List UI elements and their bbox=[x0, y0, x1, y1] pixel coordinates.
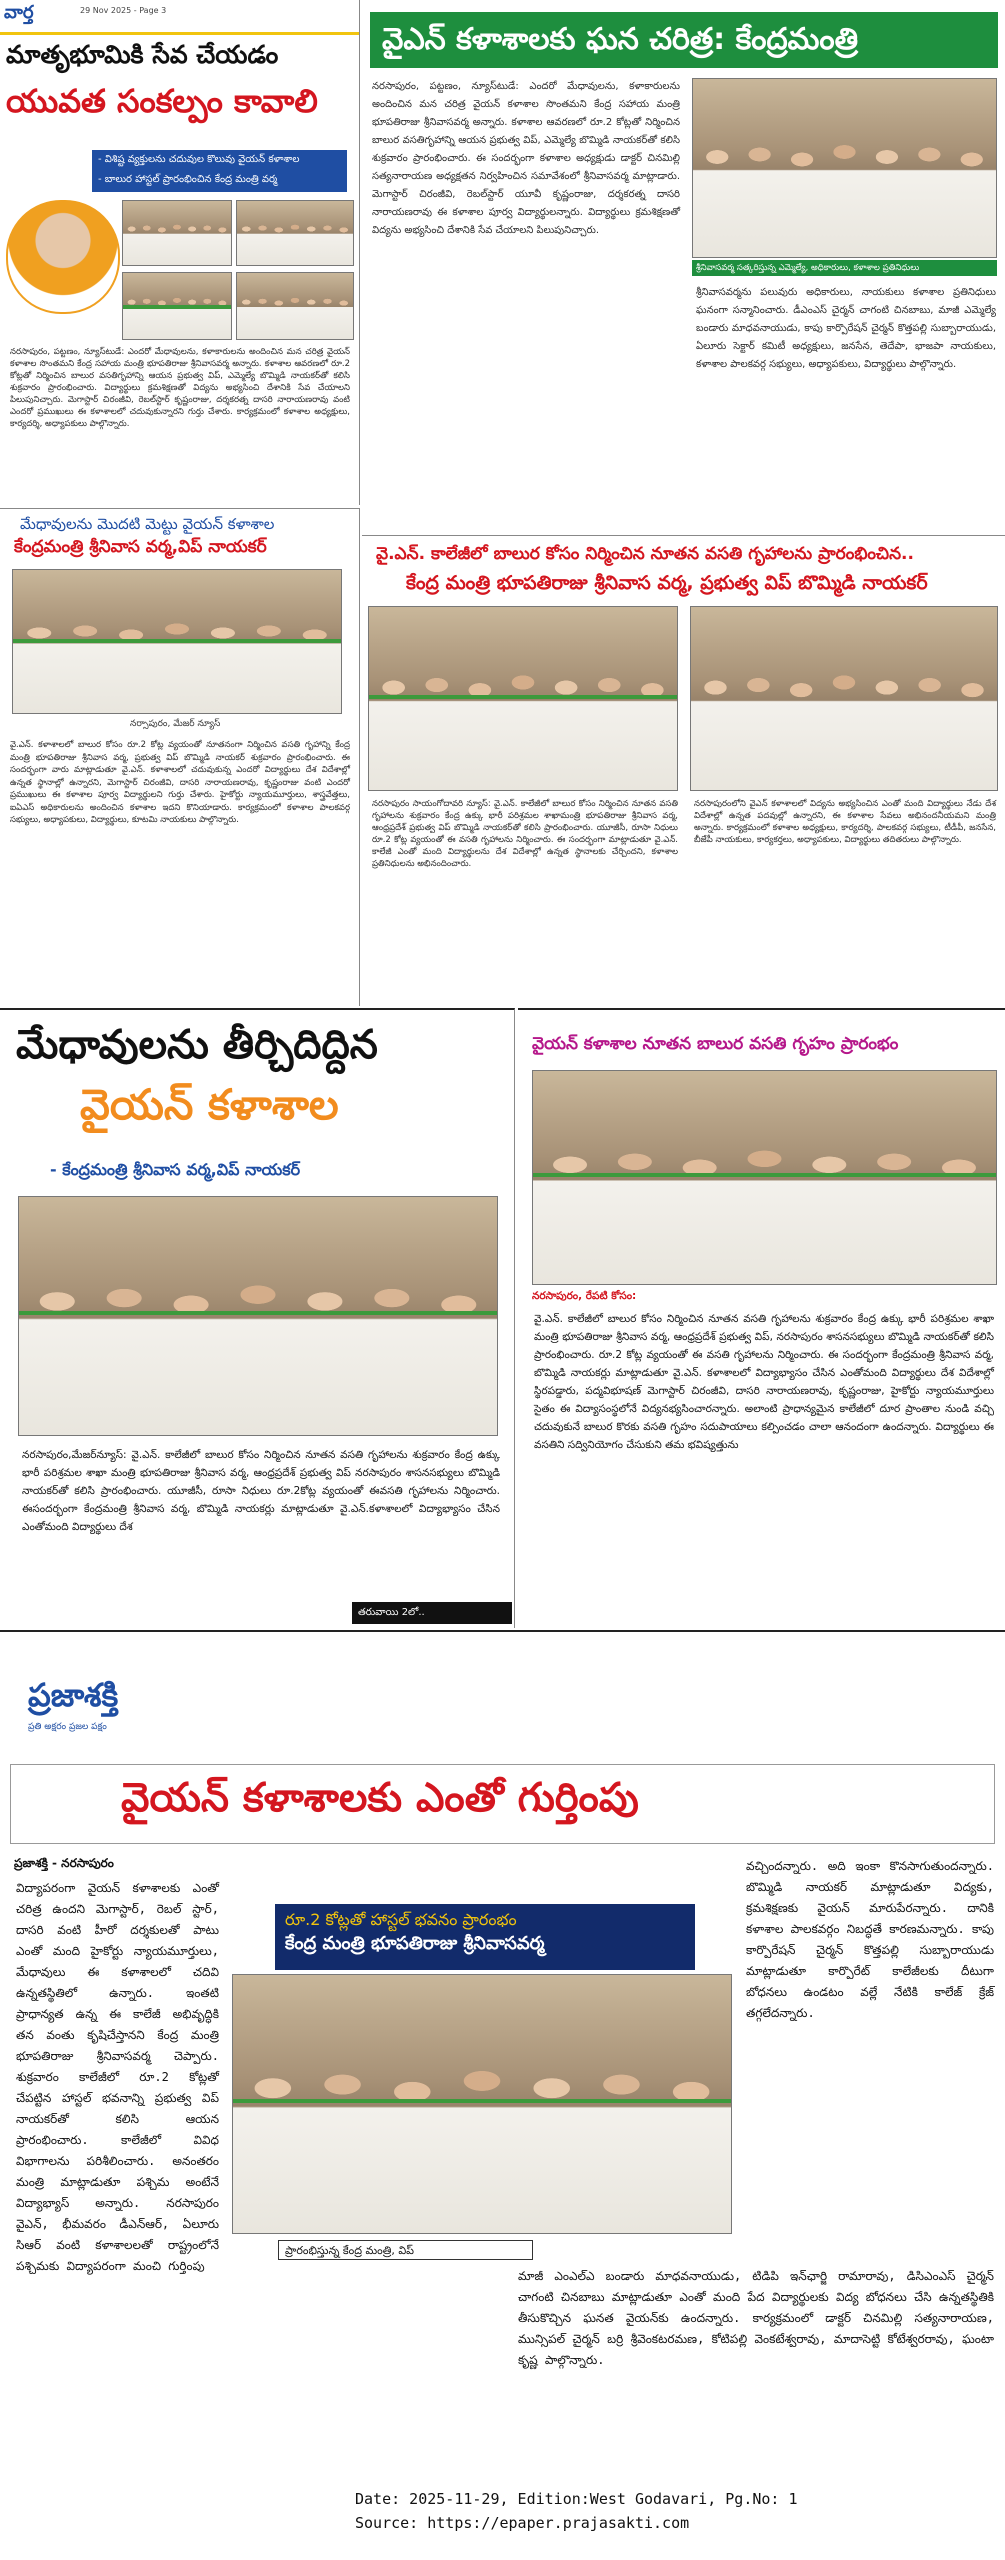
eenadu-body: నరసాపురం, పట్టణం, న్యూస్‌టుడే: ఎందరో మేధావులను, కళాకారులను అందించిన మన చరిత్ర వైయన్ కళాశాల సొంతమని కేంద్ర సహాయ మంత్రి భూపతిరాజు శ్రీనివాసవర్మ అన్నారు. కళాశాల ఆవరణలో రూ.2 కోట్లతో నిర్మించిన బాలుర వసతిగృహాన్ని ఆయన ప్రభుత్వ విప్, ఎమ్మెల్యే బొమ్మిడి నాయకర్‌తో కలిసి శుక్రవారం ప్రారంభించారు. ఈ సందర్భంగా కళాశాల అధ్యక్షుడు డాక్టర్ చినమిల్లి సత్యనారాయణ అధ్యక్షతన నిర్వహించిన సమావేశంలో శ్రీనివాసవర్మ మాట్లాడారు. మెగాస్టార్ చిరంజీవి, రెబల్‌స్టార్ యూవీ కృష్ణంరాజు, దర్శకరత్న దాసరి నారాయణరావు ఈ కళాశాల పూర్వ విద్యార్థులన్నారు. విద్యార్థులు క్రమశిక్షణతో విద్యను అభ్యసించి దేశానికి సేవ చేయాలని పిలుపునిచ్చారు. bbox=[372, 81, 680, 236]
prajasakti-headline: వైయన్ కళాశాలకు ఎంతో గుర్తింపు bbox=[121, 1775, 639, 1821]
vaartha-deck bbox=[92, 150, 347, 192]
vaartha-portrait bbox=[6, 200, 120, 314]
footer-line2: Source: https://epaper.prajasakti.com bbox=[355, 2514, 690, 2532]
eenadu-clip bbox=[362, 0, 1005, 535]
hostel-photo bbox=[532, 1070, 997, 1285]
footer-line1: Date: 2025-11-29, Edition:West Godavari, Pg.No: 1 bbox=[355, 2490, 798, 2508]
vaartha-headline: యువత సంకల్పం కావాలి bbox=[6, 82, 318, 120]
medhavulu-clip bbox=[0, 1008, 515, 1628]
prajasakti-col3: వచ్చిందన్నారు. అది ఇంకా కొనసాగుతుందన్నారు. బొమ్మిడి నాయకర్ మాట్లాడుతూ విద్యకు, క్రమశిక్షణకు వైయన్ మారుపేరన్నారు. దానికి కళాశాల పాలకవర్గం నిబద్ధతే కారణమన్నారు. కాపు కార్పొరేషన్ చైర్మన్ కొత్తపల్లి సుబ్బారాయుడు మాట్లాడుతూ కార్పొరేట్ కాలేజీలకు దీటుగా బోధనలు ఉండటం వల్లే నేటికి కాలేజ్ క్రేజ్ తగ్గలేదన్నారు. bbox=[746, 1859, 994, 2020]
andhra-headline2: కేంద్ర మంత్రి భూపతిరాజు శ్రీనివాస వర్మ, ప్రభుత్వ విప్ బొమ్మిడి నాయకర్ bbox=[406, 572, 928, 594]
vaartha-date: 29 Nov 2025 - Page 3 bbox=[80, 6, 167, 15]
vaartha-sub-title1: మేధావులను మొదటి మెట్టు వైయన్ కళాశాల bbox=[20, 515, 275, 533]
vaartha-sub-body: వై.ఎన్. కళాశాలలో బాలుర కోసం రూ.2 కోట్ల వ్యయంతో నూతనంగా నిర్మించిన వసతి గృహాన్ని కేంద్ర మంత్రి భూపతిరాజు శ్రీనివాస వర్మ, ప్రభుత్వ విప్ బొమ్మిడి నాయకర్ శుక్రవారం ప్రారంభించారు. ఈ సందర్భంగా వారు మాట్లాడుతూ వై.ఎన్. కళాశాలలో చదువుకున్న ఎందరో విద్యార్థులు దేశ విదేశాల్లో ఉన్నత స్థానాల్లో ఉన్నారని, మెగాస్టార్ చిరంజీవి, దాసరి నారాయణరావు, కృష్ణంరాజు వంటి ఎందరో ప్రముఖులు ఈ కళాశాల పూర్వ విద్యార్థులని గుర్తు చేశారు. హైకోర్టు న్యాయమూర్తులు, శాస్త్రవేత్తలు, ఐఏఎస్ అధికారులను అందించిన కళాశాల ఇదని కొనియాడారు. కార్యక్రమంలో కళాశాల పాలకవర్గ సభ్యులు, అధ్యాపకులు, విద్యార్థులు, కూటమి నాయకులు పాల్గొన్నారు. bbox=[10, 740, 350, 825]
prajasakti-clip bbox=[0, 1630, 1005, 2560]
medhavulu-headline2: వైయన్ కళాశాల bbox=[80, 1080, 339, 1129]
medhavulu-body: నరసాపురం,మేజర్‌న్యూస్: వై.ఎన్. కాలేజీలో బాలుర కోసం నిర్మించిన నూతన వసతి గృహాలను శుక్రవారం కేంద్ర ఉక్కు భారీ పరిశ్రమల శాఖా మంత్రి భూపతిరాజు శ్రీనివాస వర్మ, ఆంధ్రప్రదేశ్ ప్రభుత్వ విప్ నరసాపురం శాసనసభ్యులు బొమ్మిడి నాయకర్‌తో కలిసి ప్రారంభించారు. యూజీసీ, రూసా నిధులు రూ.2కోట్ల వ్యయంతో ఈవసతి గృహాలను నిర్మించారు. ఈసందర్భంగా కేంద్రమంత్రి శ్రీనివాస వర్మ, బొమ్మిడి నాయకర్లు మాట్లాడుతూ వై.ఎన్.కళాశాలలో విద్యాభ్యాసం చేసిన ఎంతోమంది విద్యార్థులు దేశ bbox=[22, 1449, 500, 1533]
vaartha-body: నరసాపురం, పట్టణం, న్యూస్‌టుడే: ఎందరో మేధావులను, కళాకారులను అందించిన మన చరిత్ర వైయన్ కళాశాల సొంతమని కేంద్ర సహాయ మంత్రి భూపతిరాజు శ్రీనివాసవర్మ అన్నారు. కళాశాల ఆవరణలో రూ.2 కోట్లతో నిర్మించిన బాలుర వసతిగృహాన్ని ఆయన ప్రభుత్వ విప్, ఎమ్మెల్యే బొమ్మిడి నాయకర్‌తో కలిసి శుక్రవారం ప్రారంభించారు. విద్యార్థులు క్రమశిక్షణతో విద్యను అభ్యసించి దేశానికి సేవ చేయాలని పిలుపునిచ్చారు. మెగాస్టార్ చిరంజీవి, రెబల్‌స్టార్ కృష్ణంరాజు, దర్శకరత్న దాసరి నారాయణరావు వంటి ఎందరో ప్రముఖులు ఈ కళాశాలలో చదువుకున్నారని గుర్తు చేశారు. కార్యక్రమంలో కళాశాల అధ్యక్షులు, కార్యదర్శి, అధ్యాపకులు పాల్గొన్నారు. bbox=[10, 347, 350, 429]
medhavulu-subline: - కేంద్రమంత్రి శ్రీనివాస వర్మ,విప్ నాయకర్ bbox=[50, 1160, 301, 1179]
vaartha-sub-photo bbox=[12, 569, 342, 714]
hostel-dateline: నరసాపురం, రేపటి కోసం: bbox=[532, 1290, 637, 1302]
prajasakti-box-line1: రూ.2 కోట్లతో హాస్టల్ భవనం ప్రారంభం bbox=[285, 1910, 517, 1929]
prajasakti-photo bbox=[232, 1974, 732, 2234]
andhra-photo-1 bbox=[368, 606, 678, 791]
vaartha-sub-clip bbox=[0, 508, 360, 1006]
vaartha-sub-title2: కేంద్రమంత్రి శ్రీనివాస వర్మ,విప్ నాయకర్ bbox=[14, 537, 267, 557]
vaartha-deck-line1: - విశిష్ట వ్యక్తులను చదువుల కొలువు వైయన్ కళాశాల bbox=[98, 154, 300, 165]
medhavulu-photo bbox=[18, 1196, 498, 1436]
vaartha-clip bbox=[0, 0, 360, 505]
andhra-body2: నరసాపురంలోని వైఎన్ కళాశాలలో విద్యను అభ్యసించిన ఎంతో మంది విద్యార్థులు నేడు దేశ విదేశాల్లో ఉన్నత పదవుల్లో ఉన్నారని, ఈ కళాశాల సేవలు అభినందనీయమని మంత్రి అన్నారు. కార్యక్రమంలో కళాశాల అధ్యక్షులు, కార్యదర్శి, పాలకవర్గ సభ్యులు, టీడీపీ, జనసేన, బీజేపీ నాయకులు, కార్యకర్తలు, అధ్యాపకులు, విద్యార్థులు తదితరులు పాల్గొన్నారు. bbox=[694, 799, 996, 845]
vaartha-masthead bbox=[4, 2, 64, 34]
prajasakti-logo: ప్రజాశక్తి bbox=[28, 1676, 119, 1714]
vaartha-logo: వార్త bbox=[4, 2, 34, 23]
hostel-headline: వైయన్ కళాశాల నూతన బాలుర వసతి గృహం ప్రారంభం bbox=[532, 1034, 899, 1054]
prajasakti-caption: ప్రారంభిస్తున్న కేంద్ర మంత్రి, విప్ bbox=[278, 2240, 533, 2260]
prajasakti-masthead bbox=[28, 1676, 268, 1734]
vaartha-kicker: మాతృభూమికి సేవ చేయడం bbox=[6, 40, 279, 69]
hostel-clip bbox=[518, 1008, 1005, 1628]
prajasakti-tagline: ప్రతి అక్షరం ప్రజల పక్షం bbox=[28, 1722, 107, 1732]
hostel-body: వై.ఎన్. కాలేజీలో బాలుర కోసం నిర్మించిన నూతన వసతి గృహాలను శుక్రవారం కేంద్ర ఉక్కు భారీ పరిశ్రమల శాఖా మంత్రి భూపతిరాజు శ్రీనివాస వర్మ, ఆంధ్రప్రదేశ్ ప్రభుత్వ విప్, నరసాపురం శాసనసభ్యులు బొమ్మిడి నాయకర్‌తో కలిసి ప్రారంభించారు. రూ.2 కోట్ల వ్యయంతో ఈ వసతి గృహాలను నిర్మించారు. ఈ సందర్భంగా కేంద్రమంత్రి శ్రీనివాస వర్మ, బొమ్మిడి నాయకర్లు మాట్లాడుతూ వై.ఎన్. కళాశాలలో విద్యాభ్యాసం చేసిన ఎంతోమంది విద్యార్థులు దేశ విదేశాల్లో స్థిరపడ్డారు, పద్మవిభూషణ్ మెగాస్టార్ చిరంజీవి, దాసరి నారాయణరావు, కృష్ణంరాజు, హైకోర్టు న్యాయమూర్తులు సైతం ఈ విద్యాసంస్థలోనే విద్యనభ్యసించారన్నారు. అలాంటి ప్రాధాన్యమైన కాలేజీలో దూర ప్రాంతాల నుండి వచ్చి చదువుకునే బాలుర కొరకు వసతి గృహం సదుపాయాలు కల్పించడం చాలా ఆనందంగా ఉందన్నారు. విద్యార్థులు ఈ వసతిని సద్వినియోగం చేసుకుని తమ భవిష్యత్తును bbox=[534, 1313, 994, 1451]
vaartha-photo-3 bbox=[122, 272, 232, 340]
andhra-photo-2 bbox=[690, 606, 998, 791]
andhra-body: నరసాపురం సాయంగోదావరి న్యూస్: వై.ఎన్. కాలేజీలో బాలుర కోసం నిర్మించిన నూతన వసతి గృహాలను శుక్రవారం కేంద్ర ఉక్కు భారీ పరిశ్రమల శాఖామంత్రి భూపతిరాజు శ్రీనివాస వర్మ, ఆంధ్రప్రదేశ్ ప్రభుత్వ విప్ బొమ్మిడి నాయకర్‌తో కలిసి ప్రారంభించారు. యూజీసీ, రూసా నిధులు రూ.2 కోట్ల వ్యయంతో ఈ వసతి గృహాలను నిర్మించారు. ఈ సందర్భంగా మాట్లాడుతూ వై.ఎన్. కాలేజీ ఎంతో మంది విద్యార్థులను దేశ విదేశాల్లో ఉన్నత స్థానాలకు చేర్చిందని, కళాశాల ప్రతినిధులను అభినందించారు. bbox=[372, 799, 678, 869]
andhra-headline1: వై.ఎన్. కాలేజీలో బాలుర కోసం నిర్మించిన నూతన వసతి గృహాలను ప్రారంభించిన.. bbox=[376, 544, 914, 564]
prajasakti-headline-box bbox=[10, 1764, 995, 1844]
prajasakti-col1: విద్యాపరంగా వైయన్ కళాశాలకు ఎంతో చరిత్ర ఉందని మెగాస్టార్, రెబల్ స్టార్, దాసరి వంటి హీరో దర్శకులతో పాటు ఎంతో మంది హైకోర్టు న్యాయమూర్తులు, మేధావులు ఈ కళాశాలలో చదివి ఉన్నతస్థితిలో ఉన్నారు. ఇంతటి ప్రాధాన్యత ఉన్న ఈ కాలేజీ అభివృద్ధికి తన వంతు కృషిచేస్తానని కేంద్ర మంత్రి భూపతిరాజు శ్రీనివాసవర్మ చెప్పారు. శుక్రవారం కాలేజీలో రూ.2 కోట్లతో చేపట్టిన హాస్టల్ భవనాన్ని ప్రభుత్వ విప్ నాయకర్‌తో కలిసి ఆయన ప్రారంభించారు. కాలేజీలో వివిధ విభాగాలను పరిశీలించారు. అనంతరం మంత్రి మాట్లాడుతూ పశ్చిమ అంటేనే విద్యాభ్యాస్ అన్నారు. నరసాపురం వైఎన్, భీమవరం డీఎన్ఆర్, ఏలూరు సిఆర్ వంటి కళాశాలలతో రాష్ట్రంలోనే పశ్చిమకు విద్యాపరంగా మంచి గుర్తింపు bbox=[16, 1881, 219, 2273]
andhra-clip bbox=[362, 535, 1005, 1005]
prajasakti-box-line2: కేంద్ర మంత్రి భూపతిరాజు శ్రీనివాసవర్మ bbox=[285, 1933, 545, 1954]
prajasakti-bottom: మాజీ ఎంఎల్ఎ బండారు మాధవనాయుడు, టిడిపి ఇన్‌ఛార్జి రామారావు, డిసిఎంఎస్ చైర్మన్ చాగంటి చినబాబు మాట్లాడుతూ ఎంతో మంది పేద విద్యార్థులకు విద్య బోధనలు చేసి ఉన్నతస్థితికి తీసుకొచ్చిన ఘనత వైయన్‌కు ఉందన్నారు. కార్యక్రమంలో డాక్టర్ చినమిల్లి సత్యనారాయణ, మున్సిపల్ చైర్మన్ బర్రి శ్రీవెంకటరమణ, కోటిపల్లి వెంకటేశ్వరావు, మాదాసెట్టి కోటేశ్వరరావు, ఘంటా కృష్ణ పాల్గొన్నారు. bbox=[518, 2269, 994, 2367]
eenadu-caption: శ్రీనివాసవర్మ సత్కరిస్తున్న ఎమ్మెల్యే, అధికారులు, కళాశాల ప్రతినిధులు bbox=[692, 260, 997, 276]
eenadu-headline: వైఎన్ కళాశాలకు ఘన చరిత్ర: కేంద్రమంత్రి bbox=[370, 12, 998, 68]
eenadu-photo bbox=[692, 78, 997, 258]
prajasakti-dateline: ప్రజాశక్తి - నరసాపురం bbox=[14, 1856, 114, 1870]
vaartha-photo-2 bbox=[236, 200, 354, 266]
vaartha-deck-line2: - బాలుర హాస్టల్ ప్రారంభించిన కేంద్ర మంత్రి వర్మ bbox=[98, 174, 278, 185]
eenadu-body2: శ్రీనివాసవర్మను పలువురు అధికారులు, నాయకులు కళాశాల ప్రతినిధులు ఘనంగా సన్మానించారు. డీఎంఎస్ చైర్మన్ చాగంటి చినబాబు, మాజీ ఎమ్మెల్యే బండారు మాధవనాయుడు, కాపు కార్పొరేషన్ చైర్మన్ కొత్తపల్లి సుబ్బారాయుడు, ఏలూరు సెక్టార్ కమిటీ అధ్యక్షులు, జనసేన, తెదేపా, భాజపా నాయకులు, కళాశాల పాలకవర్గ సభ్యులు, అధ్యాపకులు, విద్యార్థులు పాల్గొన్నారు. bbox=[696, 287, 996, 370]
vaartha-photo-1 bbox=[122, 200, 232, 266]
vaartha-photo-4 bbox=[236, 272, 354, 340]
prajasakti-box bbox=[275, 1904, 695, 1970]
vaartha-sub-dateline: నర్సాపురం, మేజర్ న్యూస్ bbox=[130, 719, 221, 729]
medhavulu-headline: మేధావులను తీర్చిదిద్దిన bbox=[16, 1022, 378, 1068]
medhavulu-continued: తరువాయి 2లో.. bbox=[352, 1602, 512, 1624]
vaartha-yellow-line bbox=[0, 32, 360, 35]
